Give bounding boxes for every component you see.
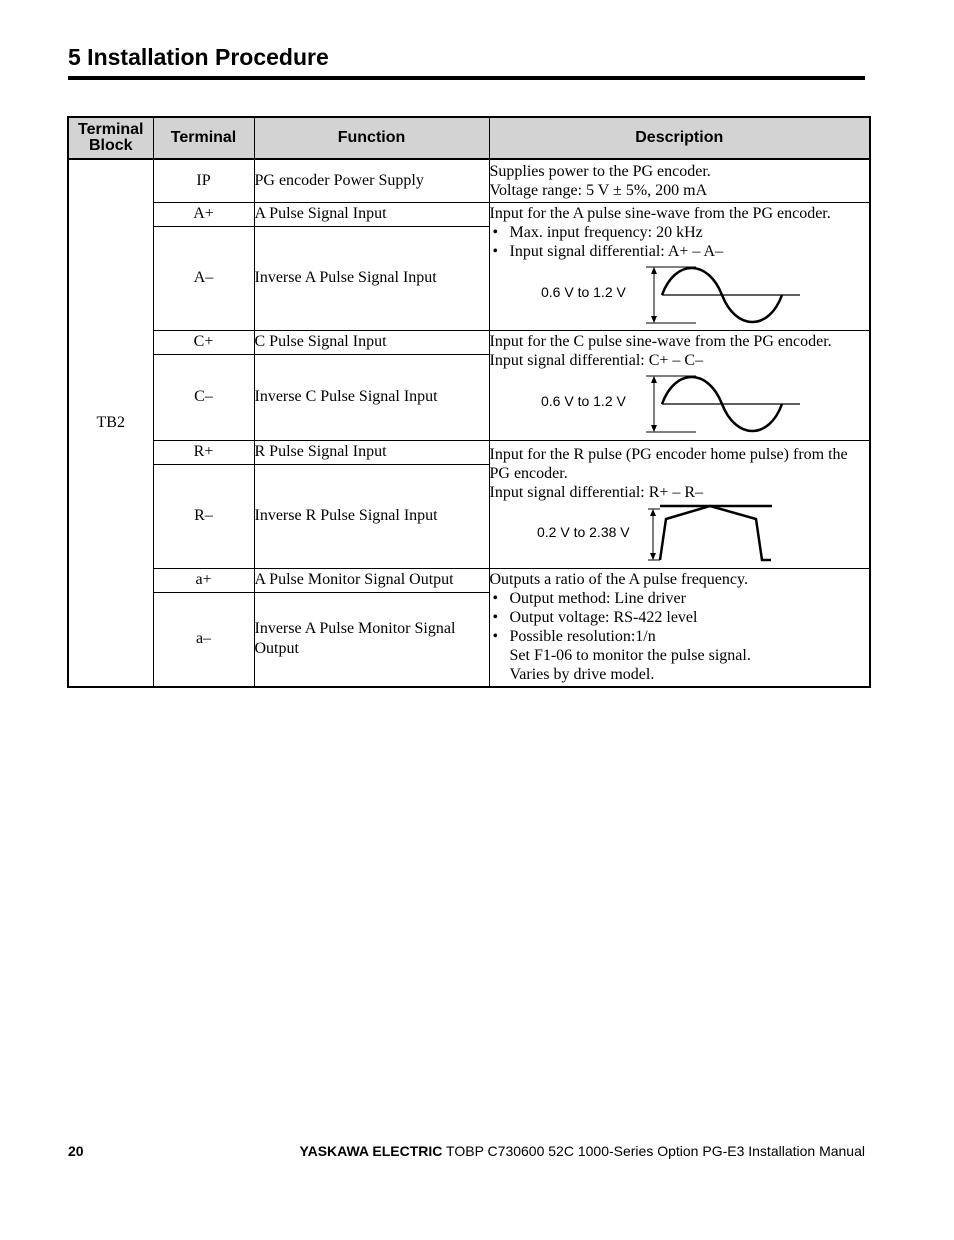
function-cell: PG encoder Power Supply (254, 159, 489, 202)
function-cell: A Pulse Signal Input (254, 202, 489, 226)
bullet-glyph: • (492, 242, 499, 260)
terminal-cell: R+ (153, 440, 254, 464)
desc-mon-bullet2: Output voltage: RS-422 level (509, 609, 698, 627)
desc-c-line1: Input for the C pulse sine-wave from the PG encoder. (489, 333, 832, 350)
header-terminal-block (68, 117, 153, 159)
wave-label-c: 0.6 V to 1.2 V (540, 393, 626, 409)
section-title: 5 Installation Procedure (68, 44, 329, 70)
page-number: 20 (68, 1143, 84, 1159)
desc-mon-bullet3: Possible resolution:1/n (509, 628, 656, 646)
description-cell-r (489, 440, 870, 568)
desc-mon-bullet1: Output method: Line driver (509, 590, 686, 608)
desc-mon-line1: Outputs a ratio of the A pulse frequency. (489, 571, 748, 589)
header-terminal-block-line1: Terminal (78, 121, 144, 138)
function-cell: Inverse A Pulse Monitor Signal Output (254, 592, 489, 687)
table-row (68, 330, 870, 354)
sine-wave-diagram-a (490, 263, 850, 329)
wave-label-r: 0.2 V to 2.38 V (536, 523, 630, 540)
terminal-cell: a– (153, 592, 254, 687)
footer-brand: YASKAWA ELECTRIC (299, 1143, 443, 1159)
title-rule (68, 76, 865, 80)
table-row (68, 202, 870, 226)
desc-mon-bullets (490, 589, 870, 646)
terminal-cell: C+ (153, 330, 254, 354)
terminal-table (67, 116, 871, 688)
desc-a-line1: Input for the A pulse sine-wave from the PG encoder. (489, 204, 831, 222)
function-cell: A Pulse Monitor Signal Output (254, 568, 489, 592)
desc-ip-line2: Voltage range: 5 V ± 5%, 200 mA (489, 181, 708, 199)
terminal-cell: A– (153, 226, 254, 330)
header-function: Function (254, 117, 489, 159)
function-cell: Inverse R Pulse Signal Input (254, 464, 489, 568)
function-cell: R Pulse Signal Input (254, 440, 489, 464)
terminal-cell: a+ (153, 568, 254, 592)
description-cell-ip (489, 159, 870, 202)
table-row (68, 568, 870, 592)
function-cell: Inverse C Pulse Signal Input (254, 354, 489, 440)
list-item (490, 589, 870, 608)
footer-title-text: TOBP C730600 52C 1000-Series Option PG-E3 Installation Manual (442, 1143, 865, 1159)
terminal-cell: C– (153, 354, 254, 440)
list-item (490, 608, 870, 627)
list-item (490, 627, 870, 646)
description-cell-c (489, 330, 870, 440)
header-terminal: Terminal (153, 117, 254, 159)
desc-a-bullet2: Input signal differential: A+ – A– (509, 242, 724, 260)
terminal-cell: A+ (153, 202, 254, 226)
desc-mon-sub2: Varies by drive model. (509, 666, 655, 684)
terminal-cell: R– (153, 464, 254, 568)
footer-doc-title (300, 1143, 865, 1159)
header-terminal-block-line2: Block (88, 137, 133, 154)
desc-r-line2: Input signal differential: R+ – R– (489, 483, 704, 501)
bullet-glyph: • (492, 609, 499, 627)
table-header-row (68, 117, 870, 159)
desc-mon-sub1: Set F1-06 to monitor the pulse signal. (509, 647, 751, 665)
desc-a-bullets (490, 223, 870, 261)
wave-label-a: 0.6 V to 1.2 V (540, 283, 626, 300)
desc-a-bullet1: Max. input frequency: 20 kHz (509, 223, 703, 241)
list-item (490, 242, 870, 261)
bullet-glyph: • (492, 628, 499, 646)
desc-c-line2: Input signal differential: C+ – C– (489, 352, 704, 369)
sine-wave-diagram-c (490, 372, 850, 438)
description-cell-a (489, 202, 870, 330)
header-description: Description (489, 117, 870, 159)
terminal-block-cell: TB2 (68, 159, 153, 687)
bullet-glyph: • (492, 223, 499, 241)
terminal-cell: IP (153, 159, 254, 202)
pulse-wave-diagram-r (490, 504, 850, 564)
table-row (68, 440, 870, 464)
desc-ip-line1: Supplies power to the PG encoder. (489, 162, 711, 180)
list-item (490, 223, 870, 242)
description-cell-monitor (489, 568, 870, 687)
desc-r-line1: Input for the R pulse (PG encoder home pulse) from the PG encoder. (489, 445, 848, 482)
function-cell: C Pulse Signal Input (254, 330, 489, 354)
table-row (68, 159, 870, 202)
function-cell: Inverse A Pulse Signal Input (254, 226, 489, 330)
bullet-glyph: • (492, 590, 499, 608)
